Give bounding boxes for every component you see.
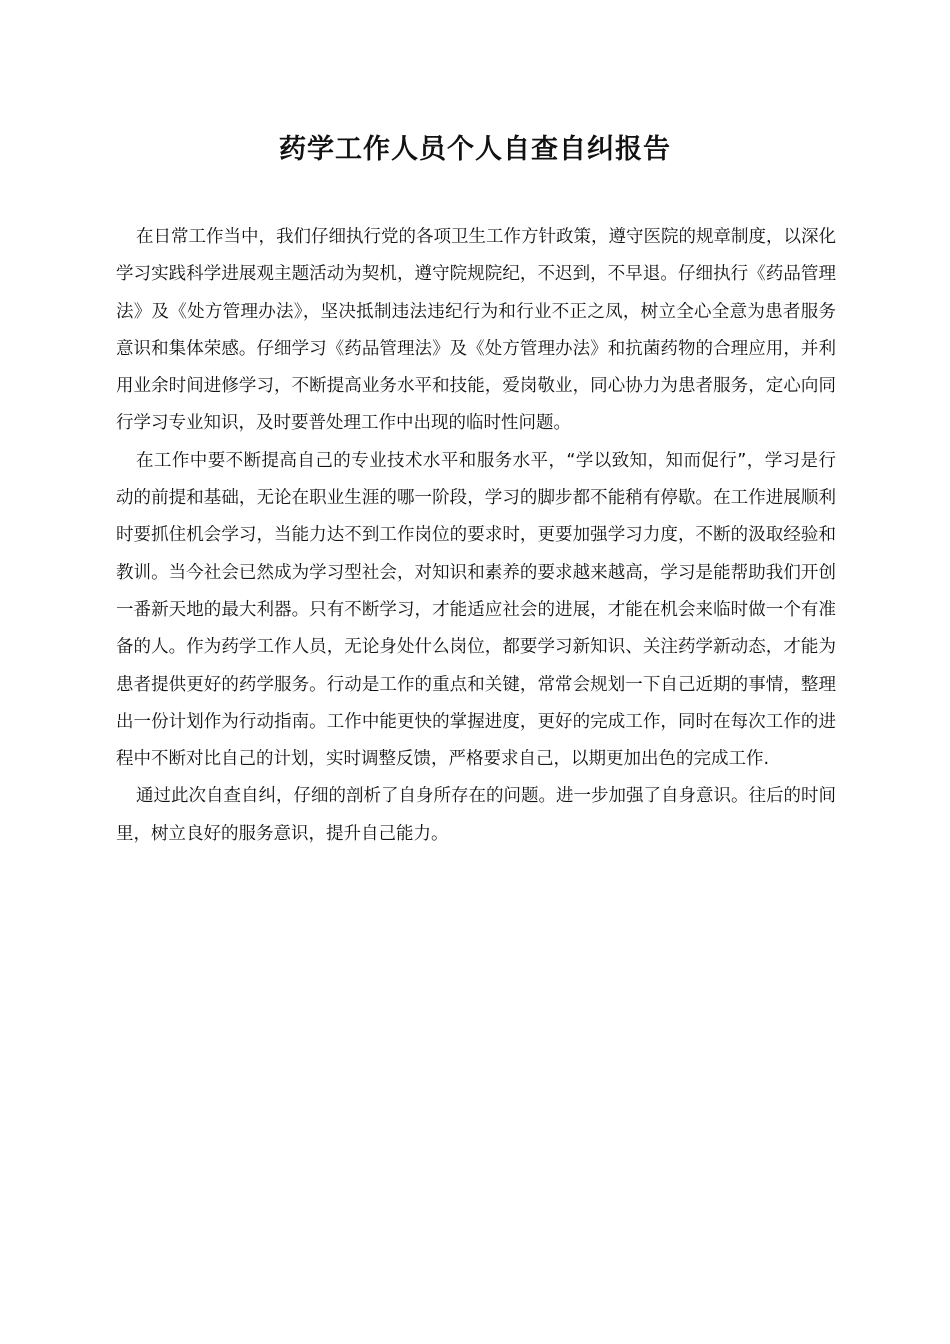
- paragraph-2: 在工作中要不断提高自己的专业技术水平和服务水平，“学以致知，知而促行”，学习是行动的前提和基础，无论在职业生涯的哪一阶段，学习的脚步都不能稍有停歇。在工作进展顺利时要抓住机会学习，当能力达不到工作岗位的要求时，更要加强学习力度，不断的汲取经验和教训。当今社会已然成为学习型社会，对知识和素养的要求越来越高，学习是能帮助我们开创一番新天地的最大利器。只有不断学习，才能适应社会的进展，才能在机会来临时做一个有准备的人。作为药学工作人员，无论身处什么岗位，都要学习新知识、关注药学新动态，才能为患者提供更好的药学服务。行动是工作的重点和关键，常常会规划一下自己近期的事情，整理出一份计划作为行动指南。工作中能更快的掌握进度，更好的完成工作，同时在每次工作的进程中不断对比自己的计划，实时调整反馈，严格要求自己，以期更加出色的完成工作.: [116, 450, 836, 770]
- paragraph-1: 在日常工作当中，我们仔细执行党的各项卫生工作方针政策，遵守医院的规章制度，以深化学习实践科学进展观主题活动为契机，遵守院规院纪，不迟到，不早退。仔细执行《药品管理法》及《处方管理办法》，坚决抵制违法违纪行为和行业不正之凤，树立全心全意为患者服务意识和集体荣感。仔细学习《药品管理法》及《处方管理办法》和抗菌药物的合理应用，并利用业余时间进修学习，不断提高业务水平和技能，爱岗敬业，同心协力为患者服务，定心向同行学习专业知识，及时要普处理工作中出现的临时性问题。: [116, 227, 836, 434]
- paragraph-3: 通过此次自查自纠，仔细的剖析了自身所存在的问题。进一步加强了自身意识。往后的时间里，树立良好的服务意识，提升自己能力。: [116, 786, 836, 844]
- document-title: 药学工作人员个人自查自纠报告: [279, 134, 671, 165]
- document-body: [116, 219, 836, 853]
